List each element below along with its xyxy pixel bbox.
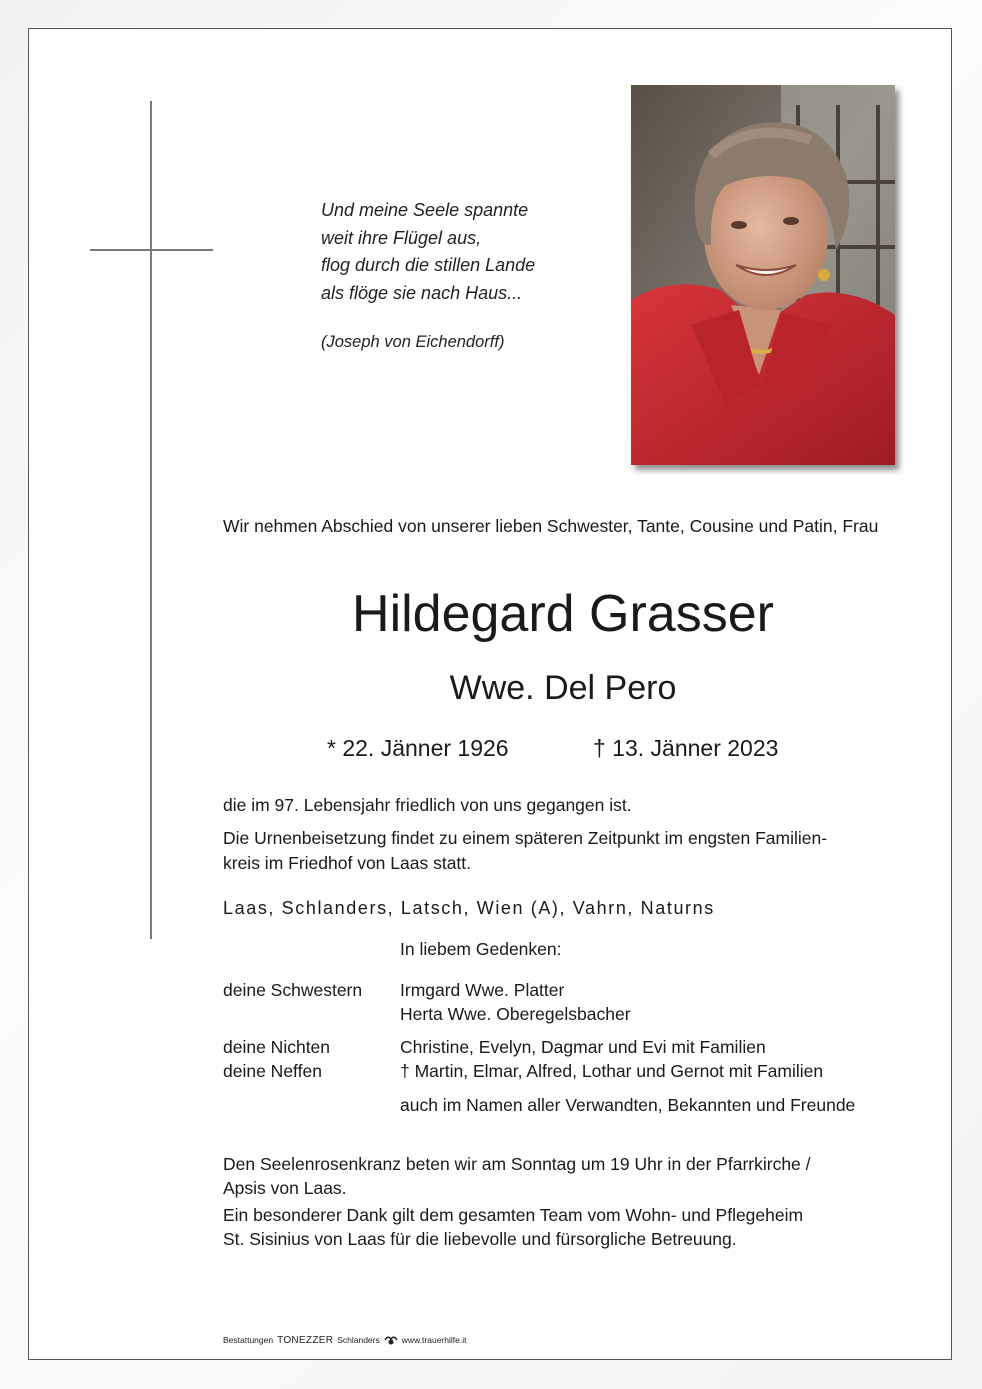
nieces-names: Christine, Evelyn, Dagmar und Evi mit Familien (400, 1037, 766, 1057)
places-list: Laas, Schlanders, Latsch, Wien (A), Vahrn, Naturns (223, 898, 715, 918)
poem (321, 197, 535, 307)
age-line: die im 97. Lebensjahr friedlich von uns gegangen ist. (223, 795, 632, 815)
memory-heading: In liebem Gedenken: (400, 939, 562, 959)
nieces-label: deine Nichten (223, 1037, 331, 1057)
thanks-line: St. Sisinius von Laas für die liebevolle und fürsorgliche Betreuung. (223, 1229, 737, 1249)
footer-company: TONEZZER (277, 1334, 334, 1346)
intro-text: Wir nehmen Abschied von unserer lieben Schwester, Tante, Cousine und Patin, Frau (223, 516, 879, 536)
footer-prefix: Bestattungen (223, 1335, 274, 1345)
footer-credit (223, 1334, 466, 1346)
death-date: † 13. Jänner 2023 (593, 735, 779, 761)
nephews-label: deine Neffen (223, 1061, 322, 1081)
deceased-status: Wwe. Del Pero (449, 669, 677, 707)
deceased-name: Hildegard Grasser (352, 585, 774, 643)
thanks-line: Ein besonderer Dank gilt dem gesamten Team vom Wohn- und Pflegeheim (223, 1205, 804, 1225)
rosary-line: Apsis von Laas. (223, 1178, 347, 1198)
sisters-label: deine Schwestern (223, 980, 363, 1000)
poem-line: Und meine Seele spannte (321, 200, 529, 220)
footer-town: Schlanders (337, 1335, 380, 1345)
burial-line: Die Urnenbeisetzung findet zu einem späteren Zeitpunkt im engsten Familien- (223, 828, 828, 848)
birth-date: * 22. Jänner 1926 (327, 735, 509, 761)
sister-name: Herta Wwe. Oberegelsbacher (400, 1004, 631, 1024)
poem-line: flog durch die stillen Lande (321, 255, 536, 275)
poem-line: weit ihre Flügel aus, (321, 227, 482, 248)
cross-vertical-line (150, 101, 152, 939)
poem-author: (Joseph von Eichendorff) (321, 333, 505, 351)
poem-line: als flöge sie nach Haus... (321, 282, 523, 303)
portrait-photo (631, 85, 895, 465)
obituary-card (28, 28, 952, 1360)
rosary-line: Den Seelenrosenkranz beten wir am Sonntag um 19 Uhr in der Pfarrkirche / (223, 1154, 811, 1174)
burial-line: kreis im Friedhof von Laas statt. (223, 853, 472, 873)
trauerhilfe-logo-icon (384, 1334, 398, 1346)
nephews-names: † Martin, Elmar, Alfred, Lothar und Gernot mit Familien (400, 1061, 824, 1081)
cross-horizontal-line (90, 249, 213, 251)
portrait-image (631, 85, 895, 465)
footer-url[interactable]: www.trauerhilfe.it (401, 1335, 467, 1345)
sister-name: Irmgard Wwe. Platter (400, 980, 565, 1000)
also-on-behalf: auch im Namen aller Verwandten, Bekannten und Freunde (400, 1095, 856, 1115)
